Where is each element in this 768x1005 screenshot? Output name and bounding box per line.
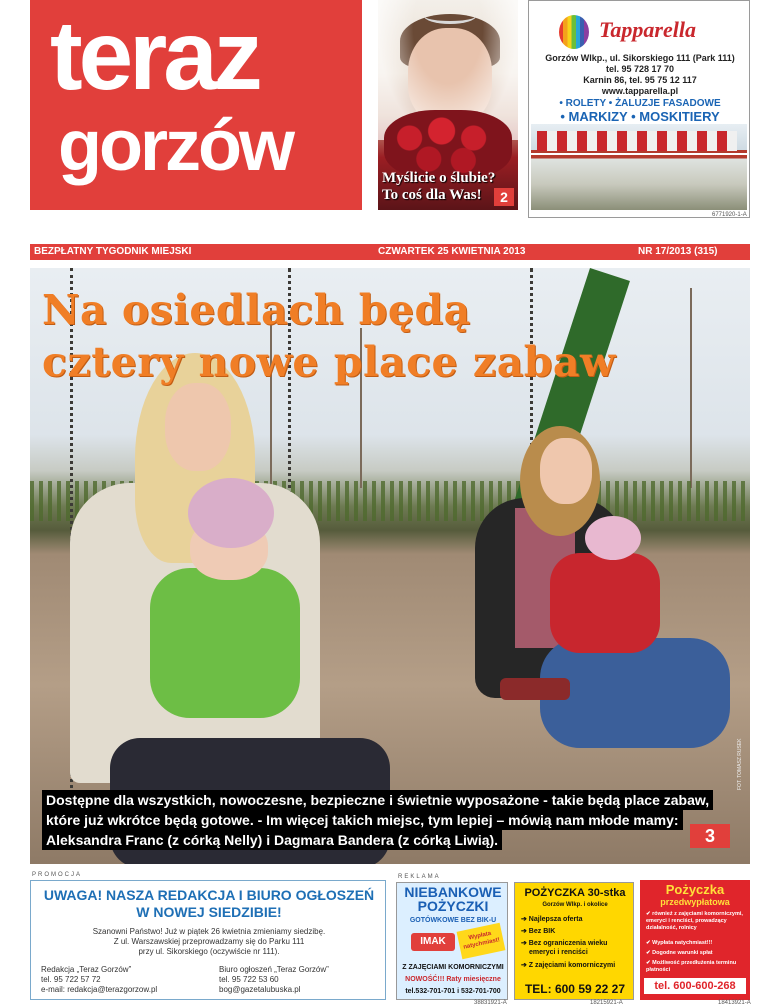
tapparella-address-1: Gorzów Wlkp., ul. Sikorskiego 111 (Park 111) xyxy=(545,53,735,63)
woman-left-face-shape xyxy=(165,383,231,471)
ads-office-name: Biuro ogłoszeń „Teraz Gorzów” xyxy=(219,965,329,974)
tapparella-phone-1: tel. 95 728 17 70 xyxy=(605,64,675,74)
tapparella-address-2: Karnin 86, tel. 95 75 12 117 xyxy=(583,75,697,85)
issue-date: CZWARTEK 25 KWIETNIA 2013 xyxy=(378,246,526,257)
awning-shape xyxy=(537,131,737,151)
ad-code: 18413921-A xyxy=(718,1000,751,1005)
poz30-bullet-3: ➔ Bez ograniczenia wieku xyxy=(521,940,608,947)
promo-line-2: To coś dla Was! xyxy=(382,187,482,203)
woman-right-face-shape xyxy=(540,438,592,504)
poz30-bullet-1: ➔ Najlepsza oferta xyxy=(521,916,583,923)
photo-caption-line-3: Aleksandra Franc (z córką Nelly) i Dagmara Bandera (z córką Liwią). xyxy=(42,830,502,850)
page-badge[interactable]: 3 xyxy=(690,824,730,848)
swing-seat-shape xyxy=(500,678,570,700)
tapparella-services-2: • MARKIZY • MOSKITIERY xyxy=(560,109,720,124)
nieb-heading-2: POŻYCZKI xyxy=(417,898,489,914)
photo-caption-line-2: które już wkrótce będą gotowe. - Im więcej takich miejsc, tym lepiej – mówią nam młode mamy: xyxy=(42,810,683,830)
wedding-promo[interactable] xyxy=(378,0,518,210)
masthead-logo[interactable] xyxy=(30,0,362,210)
weekly-label: BEZPŁATNY TYGODNIK MIEJSKI xyxy=(34,246,192,257)
promo-label: PROMOCJA xyxy=(32,872,83,878)
ads-office-email[interactable]: bog@gazetalubuska.pl xyxy=(219,985,301,994)
poz30-heading: POŻYCZKA 30-stka xyxy=(524,887,626,899)
main-headline[interactable] xyxy=(42,284,616,388)
notice-title-line-1: UWAGA! NASZA REDAKCJA I BIURO OGŁOSZEŃ xyxy=(43,887,375,903)
pozp-heading: Pożyczka xyxy=(665,882,725,897)
loan-ad-niebankowe[interactable] xyxy=(396,882,508,1000)
ad-code: 6771920-1-A xyxy=(712,212,747,218)
photo-credit: FOT. TOMASZ RUSEK xyxy=(737,738,743,790)
editorial-name: Redakcja „Teraz Gorzów” xyxy=(41,965,132,974)
nieb-heading xyxy=(397,885,508,913)
tapparella-ad[interactable] xyxy=(528,0,750,218)
nieb-subheading: GOTÓWKOWE BEZ BIK-U xyxy=(409,917,497,924)
poz30-subheading: Gorzów Wlkp. i okolice xyxy=(542,902,608,908)
pozp-subheading: przedwypłatowa xyxy=(660,897,730,907)
nieb-line-2: NOWOŚĆ!!! Raty miesięczne xyxy=(405,976,501,983)
baby-right-image xyxy=(550,553,660,653)
tapparella-brand: Tapparella xyxy=(599,17,696,42)
poz30-bullet-2: ➔ Bez BIK xyxy=(521,928,556,935)
nieb-line-1: Z ZAJĘCIAMI KOMORNICZYMI xyxy=(402,964,504,971)
promo-page-badge: 2 xyxy=(494,188,514,206)
issue-number: NR 17/2013 (315) xyxy=(638,246,718,257)
nieb-phone: tel.532-701-701 i 532-701-700 xyxy=(405,988,501,995)
notice-title-line-2: W NOWEJ SIEDZIBIE! xyxy=(136,904,282,920)
imak-logo-icon: IMAK xyxy=(411,933,455,951)
editorial-phone: tel. 95 722 57 72 xyxy=(41,975,101,984)
nieb-heading-1: NIEBANKOWE xyxy=(404,884,502,900)
pozp-item-4: ✔ Możliwość przedłużenia terminu płatności xyxy=(646,960,737,973)
office-move-notice xyxy=(30,880,386,1000)
baby-right-hat-shape xyxy=(585,516,641,560)
nieb-burst-badge: Wypłata natychmiast! xyxy=(457,923,506,960)
editorial-email[interactable]: e-mail: redakcja@terazgorzow.pl xyxy=(41,985,158,994)
poz30-bullet-3b: emeryci i renciści xyxy=(529,949,588,956)
baby-left-hat-shape xyxy=(188,478,274,548)
loan-ad-30stka[interactable] xyxy=(514,882,634,1000)
baby-left-image xyxy=(150,568,300,718)
poz30-bullet-4: ➔ Z zajęciami komorniczymi xyxy=(521,962,616,969)
pozp-item-3: ✔ Dogodne warunki spłat xyxy=(646,950,713,956)
logo-line-1: teraz xyxy=(50,0,259,110)
ad-label: REKLAMA xyxy=(398,874,441,880)
tapparella-logo-icon xyxy=(559,15,589,49)
headline-line-2: cztery nowe place zabaw xyxy=(42,338,616,386)
ad-code: 38831921-A xyxy=(474,1000,507,1005)
pozp-item-1: ✔ również z zajęciami komorniczymi, emeryci i renciści, prowadzący działalność, rolnicy xyxy=(646,911,743,931)
wedding-promo-text xyxy=(382,170,495,204)
tapparella-services-1: • ROLETY • ŻALUZJE FASADOWE xyxy=(559,98,721,109)
tapparella-website[interactable]: www.tapparella.pl xyxy=(601,86,679,96)
pozp-item-2: ✔ Wypłata natychmiast!!! xyxy=(646,940,713,946)
issue-info-bar xyxy=(30,244,750,260)
loan-ad-przedwyplatowa[interactable] xyxy=(640,880,750,1000)
notice-body-2: Z ul. Warszawskiej przeprowadzamy się do Parku 111 xyxy=(113,937,305,946)
photo-caption-line-1: Dostępne dla wszystkich, nowoczesne, bezpieczne i świetnie wyposażone - takie będą place zabaw, xyxy=(42,790,713,810)
notice-title xyxy=(31,887,387,921)
pozp-phone: tel. 600-600-268 xyxy=(644,978,746,994)
logo-line-2: gorzów xyxy=(58,106,292,186)
ads-office-phone: tel. 95 722 53 60 xyxy=(219,975,279,984)
tree-shape xyxy=(690,288,692,488)
ad-code: 18215921-A xyxy=(590,1000,623,1005)
notice-body-3: przy ul. Sikorskiego (oczywiście nr 111). xyxy=(138,947,280,956)
headline-line-1: Na osiedlach będą xyxy=(42,286,471,334)
poz30-phone: TEL: 600 59 22 27 xyxy=(524,982,626,996)
notice-body-1: Szanowni Państwo! Już w piątek 26 kwietnia zmieniamy siedzibę. xyxy=(92,927,326,936)
promo-line-1: Myślicie o ślubie? xyxy=(382,170,496,186)
